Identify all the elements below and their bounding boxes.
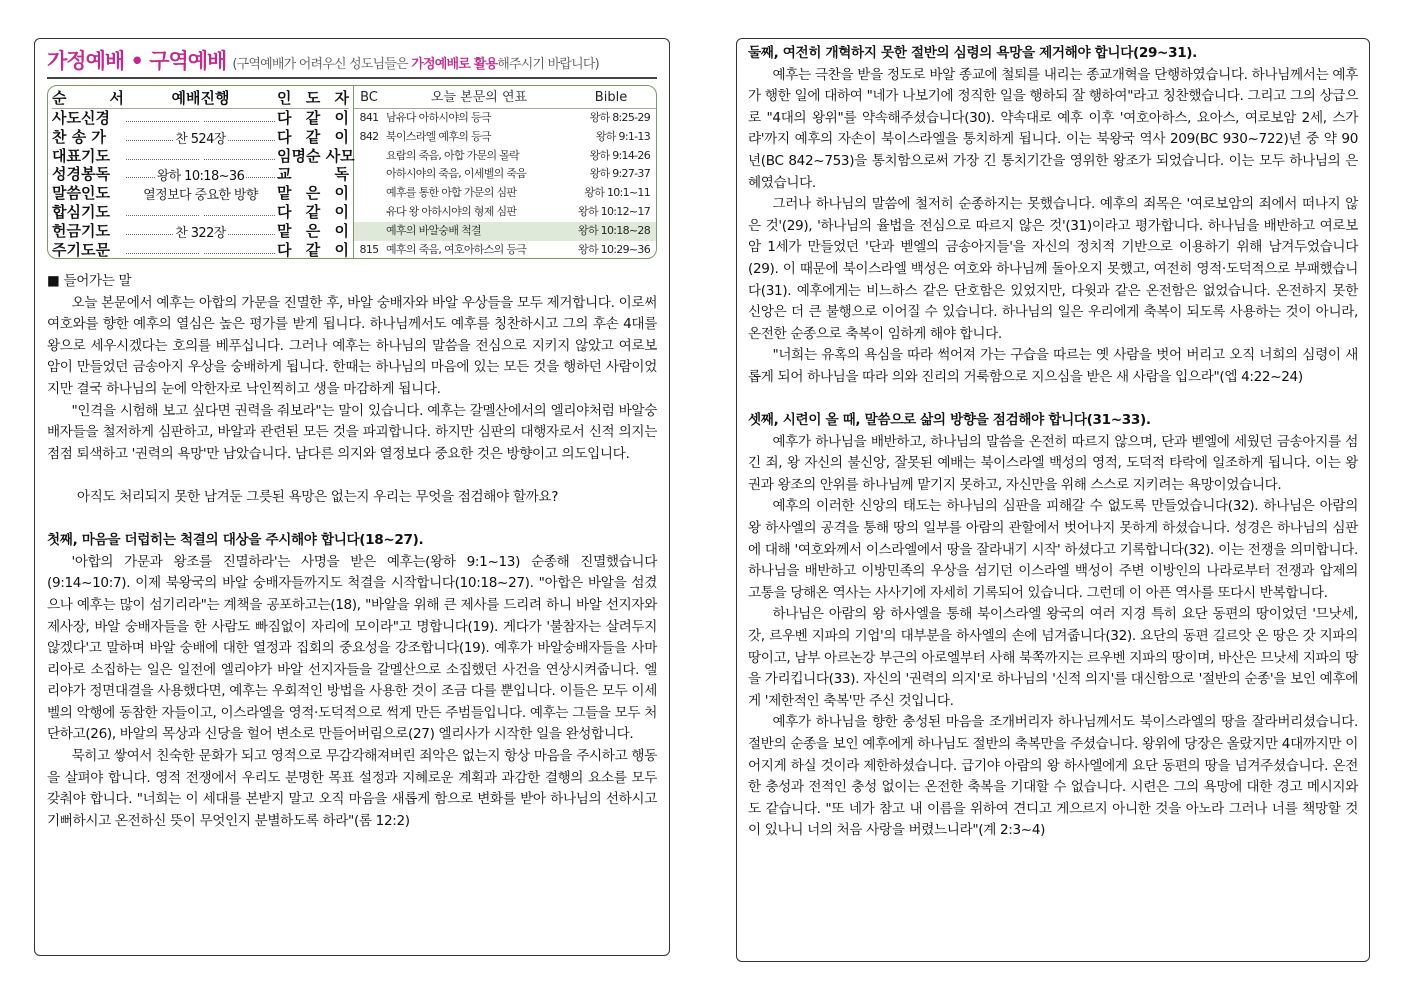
timeline-bc: 842: [359, 129, 379, 143]
order-row: [52, 203, 349, 222]
section-title-second: 둘째, 여전히 개혁하지 못한 절반의 심령의 욕망을 제거해야 합니다(29~31).: [748, 45, 1197, 61]
timeline-bc: [354, 203, 384, 222]
order-item-leader: 다 같 이: [277, 240, 349, 259]
timeline-header-topic: 오늘 본문의 연표: [430, 90, 528, 105]
right-column: [736, 38, 1370, 962]
order-item-name: 합심기도: [52, 202, 110, 221]
order-item-name: 사도신경: [52, 109, 110, 127]
order-item-name: 주기도문: [52, 240, 110, 259]
timeline-bc: [354, 165, 384, 184]
timeline-topic: 요람의 죽음, 아합 가문의 몰락: [386, 148, 520, 162]
scripture-quote: "너희는 유혹의 욕심을 따라 썩어져 가는 구습을 따르는 옛 사람을 벗어 버리고 오직 너희의 심령이 새롭게 되어 하나님을 따라 의와 진리의 거룩함으로 지으심을 받은 새 사람을 입으라"(엡 4:22~24): [748, 347, 1358, 385]
order-row: [52, 184, 349, 203]
order-item-leader: 맡 은 이: [277, 184, 349, 203]
timeline-header-bible: Bible: [594, 90, 628, 105]
order-item-name: 대표기도: [52, 146, 110, 165]
intro-label: ■ 들어가는 말: [47, 273, 132, 289]
order-row: [52, 241, 349, 259]
intro-section: [47, 271, 657, 832]
order-item-content: [199, 207, 203, 222]
timeline-bc: [354, 222, 384, 241]
timeline-bible: 왕하 9:14-26: [589, 148, 650, 162]
left-column: [34, 38, 670, 956]
order-item-name: 성경봉독: [52, 165, 110, 184]
intro-paragraph: 오늘 본문에서 예후는 아합의 가문을 진멸한 후, 바알 숭배자와 바알 우상들을 모두 제거합니다. 이로써 여호와를 향한 예후의 열심은 높은 평가를 받게 됩니다. 하나님께서도 예후를 칭찬하시고 그의 후손 4대를 왕으로 세우시겠다는 호의를 베푸십니다. 그러나 예후는 하나님의 말씀을 전심으로 지키지 않았고 여로보암이 만들었던 금송아지 우상을 숭배하게 됩니다. 한때는 하나님의 마음에 있는 모든 것을 행하던 사람이었지만 결국 하나님의 눈에 악한자로 낙인찍히고 생을 마감하게 됩니다.: [47, 294, 657, 397]
header-note-end: 해주시기 바랍니다): [497, 57, 599, 72]
section-paragraph: 예후는 극찬을 받을 정도로 바알 종교에 철퇴를 내리는 종교개혁을 단행하였습니다. 하나님께서는 예후가 행한 일에 대하여 "네가 나보기에 정직한 일을 행하되 잘 행하여"라고 칭찬했습니다. 그리고 그의 상급으로 "4대의 왕위"를 약속해주셨습니다(30). 약속대로 예후 이후 '여호아하스, 요아스, 여로보암 2세, 스가랴'까지 예후의 자손이 북이스라엘을 통치하게 됩니다. 이는 북왕국 역사 209(BC 930~722)년 중 약 90년(BC 842~753)을 통치함으로써 가장 긴 통치기간을 영위한 왕조가 되었습니다. 이는 모두 하나님의 은혜였습니다.: [748, 66, 1358, 191]
section-paragraph: 예후의 이러한 신앙의 태도는 하나님의 심판을 피해갈 수 없도록 만들었습니다(32). 하나님은 아람의 왕 하사엘의 공격을 통해 땅의 일부를 아람의 관할에서 벗어나지 못하게 하셨습니다. 성경은 하나님의 심판에 대해 '여호와께서 이스라엘에서 땅을 잘라내기 시작' 하셨다고 기록합니다(32). 이는 전쟁을 의미합니다. 하나님을 배반하고 이방민족의 우상을 섬기던 이스라엘 백성이 주변 이방인의 나라로부터 전쟁과 압제의 고통을 당해온 역사는 사사기에 자세히 기록되어 있습니다. 그런데 이 아픈 역사를 또다시 반복합니다.: [748, 498, 1358, 601]
order-item-leader: 다 같 이: [277, 202, 349, 221]
timeline-row: [354, 128, 656, 147]
section-paragraph: 묵히고 쌓여서 친숙한 문화가 되고 영적으로 무감각해져버린 죄악은 없는지 항상 마음을 주시하고 행동을 살펴야 합니다. 영적 전쟁에서 우리도 분명한 목표 설정과 지혜로운 계획과 과감한 결행의 요소를 모두 갖춰야 합니다. "너희는 이 세대를 본받지 말고 오직 마음을 새롭게 함으로 변화를 받아 하나님의 선하시고 기뻐하시고 온전하신 뜻이 무엇인지 분별하도록 하라"(롬 12:2): [47, 748, 657, 829]
section-paragraph: 그러나 하나님의 말씀에 철저히 순종하지는 못했습니다. 예후의 죄목은 '여로보암의 죄에서 떠나지 않은 것'(29), '하나님의 율법을 전심으로 따르지 않은 것'(31)이라고 평가합니다. 하나님을 배반하고 여로보암 1세가 만들었던 '단과 벧엘의 금송아지들'을 자신의 정치적 기반으로 이용하기 위해 남겨두었습니다(29). 이 때문에 북이스라엘 백성은 여호와 하나님께 돌아오지 못했고, 여전히 영적·도덕적으로 부패했습니다(31). 예후에게는 비느하스 같은 단호함은 있었지만, 다윗과 같은 온전함은 없었습니다. 온전하지 못한 신앙은 더 큰 불행으로 이어질 수 있습니다. 하나님의 일은 우리에게 축복이 되도록 사용하는 것이 아니라, 온전한 순종으로 축복이 임하게 해야 합니다.: [748, 196, 1358, 342]
order-header-leader: 인 도 자: [277, 89, 349, 107]
timeline-bible: 왕하 10:18~28: [578, 223, 650, 237]
timeline-topic: 남유다 아하시야의 등극: [386, 111, 491, 124]
timeline-topic: 아하시야의 죽음, 이세벨의 죽음: [386, 167, 527, 181]
order-item-leader: 교 독: [277, 165, 349, 184]
timeline-row: [354, 147, 656, 166]
header-note: [232, 53, 599, 72]
order-item-content: 찬 322장: [175, 225, 226, 241]
intro-question: 아직도 처리되지 못한 남겨둔 그릇된 욕망은 없는지 우리는 무엇을 점검해야 할까요?: [76, 488, 559, 505]
timeline-bc: [354, 147, 384, 166]
order-item-content: 열정보다 중요한 방향: [143, 188, 258, 204]
order-row: [52, 146, 355, 166]
order-row: [52, 109, 349, 128]
worship-order-box: [47, 85, 657, 259]
intro-paragraph: "인격을 시험해 보고 싶다면 권력을 줘보라"는 말이 있습니다. 예후는 갈멜산에서의 엘리야처럼 바알숭배자들을 철저하게 심판하고, 바알과 관련된 모든 것을 파괴합니다. 하지만 심판의 대행자로서 신적 의지는 점점 퇴색하고 '권력의 욕망'만 남았습니다. 남다른 의지와 열정보다 중요한 것은 방향이고 의도입니다.: [47, 402, 657, 462]
order-item-name: 말씀인도: [52, 184, 110, 203]
timeline-topic: 예후의 바알숭배 척결: [386, 223, 481, 237]
timeline-bc: 815: [359, 242, 379, 256]
right-text: [748, 43, 1358, 842]
timeline-bc: [354, 184, 384, 203]
section-paragraph: '아합의 가문과 왕조를 진멸하라'는 사명을 받은 예후는(왕하 9:1~13) 순종해 진멸했습니다(9:14~10:7). 이제 북왕국의 바알 숭배자들까지도 척결을 시작합니다(10:18~27). "아합은 바알을 섬겼으나 예후는 많이 섬기리라"는 계책을 공포하고는(18), "바알을 위해 큰 제사를 드리려 하니 바알 선지자와 제사장, 바알 숭배자들을 한 사람도 빠짐없이 자리에 모이라"고 명합니다(19). 게다가 '불참자는 살려두지 않겠다'고 말하며 바알 숭배에 대한 열정과 집회의 중요성을 강조합니다(19). 예후가 바알숭배자들을 사마리아로 소집하는 일은 일전에 엘리야가 바알 선지자들을 갈멜산으로 소집했던 사건을 연상시켜줍니다. 엘리야가 정면대결을 사용했다면, 예후는 우회적인 방법을 사용한 것이 조금 다를 뿐입니다. 이들은 모두 이세벨의 악행에 동참한 자들이고, 이스라엘을 영적·도덕적으로 썩게 만든 주범들입니다. 예후는 그들을 모두 처단하고(26), 바알의 목상과 신당을 헐어 변소로 만들어버림으로(27) 엘리사가 시작한 일을 완성합니다.: [47, 553, 657, 743]
timeline-row: [354, 203, 656, 222]
timeline-row-highlighted: [354, 222, 656, 241]
order-item-content: [199, 245, 203, 259]
timeline-topic: 예후의 죽음, 여호아하스의 등극: [386, 242, 527, 256]
worship-header: [47, 45, 657, 79]
timeline-row: [354, 241, 656, 259]
timeline-header-bc: BC: [360, 90, 378, 105]
timeline-bible: 왕하 8:25-29: [589, 111, 650, 124]
timeline-header-row: [354, 88, 656, 109]
timeline-bible: 왕하 10:1~11: [584, 186, 650, 200]
timeline-table: [354, 86, 656, 258]
section-title-third: 셋째, 시련이 올 때, 말씀으로 삶의 방향을 점검해야 합니다(31~33).: [748, 412, 1151, 429]
order-item-leader: 임명순 사모: [277, 146, 355, 165]
timeline-bible: 왕하 9:1-13: [595, 129, 650, 143]
order-item-content: 찬 524장: [175, 131, 226, 147]
section-title-first: 첫째, 마음을 더럽히는 척결의 대상을 주시해야 합니다(18~27).: [47, 532, 424, 549]
section-paragraph: 예후가 하나님을 배반하고, 하나님의 말씀을 온전히 따르지 않으며, 단과 벧엘에 세웠던 금송아지를 섬긴 죄, 왕 자신의 불신앙, 잘못된 예배는 북이스라엘 백성의 영적, 도덕적 타락에 일조하게 됩니다. 이는 왕권과 왕조의 안위를 하나님께 맡기지 못하고, 자신만을 위해 스스로 지키려는 욕망이었습니다.: [748, 433, 1358, 493]
timeline-topic: 유다 왕 아하시야의 형제 심판: [386, 204, 517, 218]
timeline-bible: 왕하 10:12~17: [578, 204, 650, 218]
section-paragraph: 예후가 하나님을 향한 충성된 마음을 조개버리자 하나님께서도 북이스라엘의 땅을 잘라버리셨습니다. 절반의 순종을 보인 예후에게 하나님도 절반의 축복만을 주셨습니다. 왕위에 당장은 올랐지만 4대까지만 이어지게 하실 것이라 제한하셨습니다. 급기야 아람의 왕 하사엘에게 요단 동편의 땅을 넘겨주셨습니다. 온전한 충성과 전적인 충성 없이는 온전한 축복을 기대할 수 없습니다. 시련은 그의 욕망에 대한 경고 메시지와도 같습니다. "또 네가 참고 내 이름을 위하여 견디고 게으르지 아니한 것을 아노라 그러나 너를 책망할 것이 있나니 너의 처음 사랑을 버렸느니라"(계 2:3~4): [748, 714, 1358, 839]
order-item-name: 헌금기도: [52, 221, 110, 240]
page-title: 가정예배 • 구역예배: [47, 49, 227, 73]
order-item-content: [199, 113, 203, 128]
header-note-highlight: 가정예배로 활용: [411, 57, 498, 72]
timeline-row: [354, 184, 656, 203]
order-item-leader: 다 같 이: [277, 109, 349, 127]
timeline-topic: 북이스라엘 예후의 등극: [386, 129, 491, 143]
order-item-name: 찬 송 가: [52, 127, 106, 146]
spacer: [47, 509, 657, 531]
spacer: [748, 389, 1358, 411]
timeline-row: [354, 165, 656, 184]
worship-order-table: [48, 86, 354, 258]
order-item-leader: 맡 은 이: [277, 221, 349, 240]
order-header-row: [52, 88, 349, 109]
section-paragraph: 하나님은 아람의 왕 하사엘을 통해 북이스라엘 왕국의 여러 지경 특히 요단 동편의 땅이었던 '므낫세, 갓, 르우벤 지파의 기업'의 대부분을 하사엘의 손에 넘겨줍니다(32). 요단의 동편 길르앗 온 땅은 갓 지파의 땅이고, 남부 아르논강 부근의 아로엘부터 사해 북쪽까지는 르우벤 지파의 땅이며, 바산은 므낫세 지파의 땅을 가리킵니다(33). 자신의 '권력의 의지'로 하나님의 '신적 의지'를 대신함으로 '절반의 순종'을 보인 예후에게 '제한적인 축복'만 주신 것입니다.: [748, 606, 1358, 709]
timeline-bible: 왕하 9:27-37: [589, 167, 650, 181]
order-header-progress: 예배진행: [171, 89, 230, 107]
order-header-sequence: 순 서: [52, 89, 124, 107]
timeline-bible: 왕하 10:29~36: [578, 242, 650, 256]
order-row: [52, 128, 349, 147]
timeline-bc: 841: [359, 111, 379, 124]
order-item-content: 왕하 10:18~36: [156, 169, 245, 185]
order-item-leader: 다 같 이: [277, 127, 349, 146]
timeline-topic: 예후를 통한 아합 가문의 심판: [386, 186, 517, 200]
order-row: [52, 222, 349, 241]
order-item-content: [199, 151, 203, 166]
spacer: [47, 465, 657, 487]
timeline-row: [354, 109, 656, 128]
header-note-text: (구역예배가 어려우신 성도님들은: [232, 57, 412, 72]
order-row: [52, 165, 349, 184]
